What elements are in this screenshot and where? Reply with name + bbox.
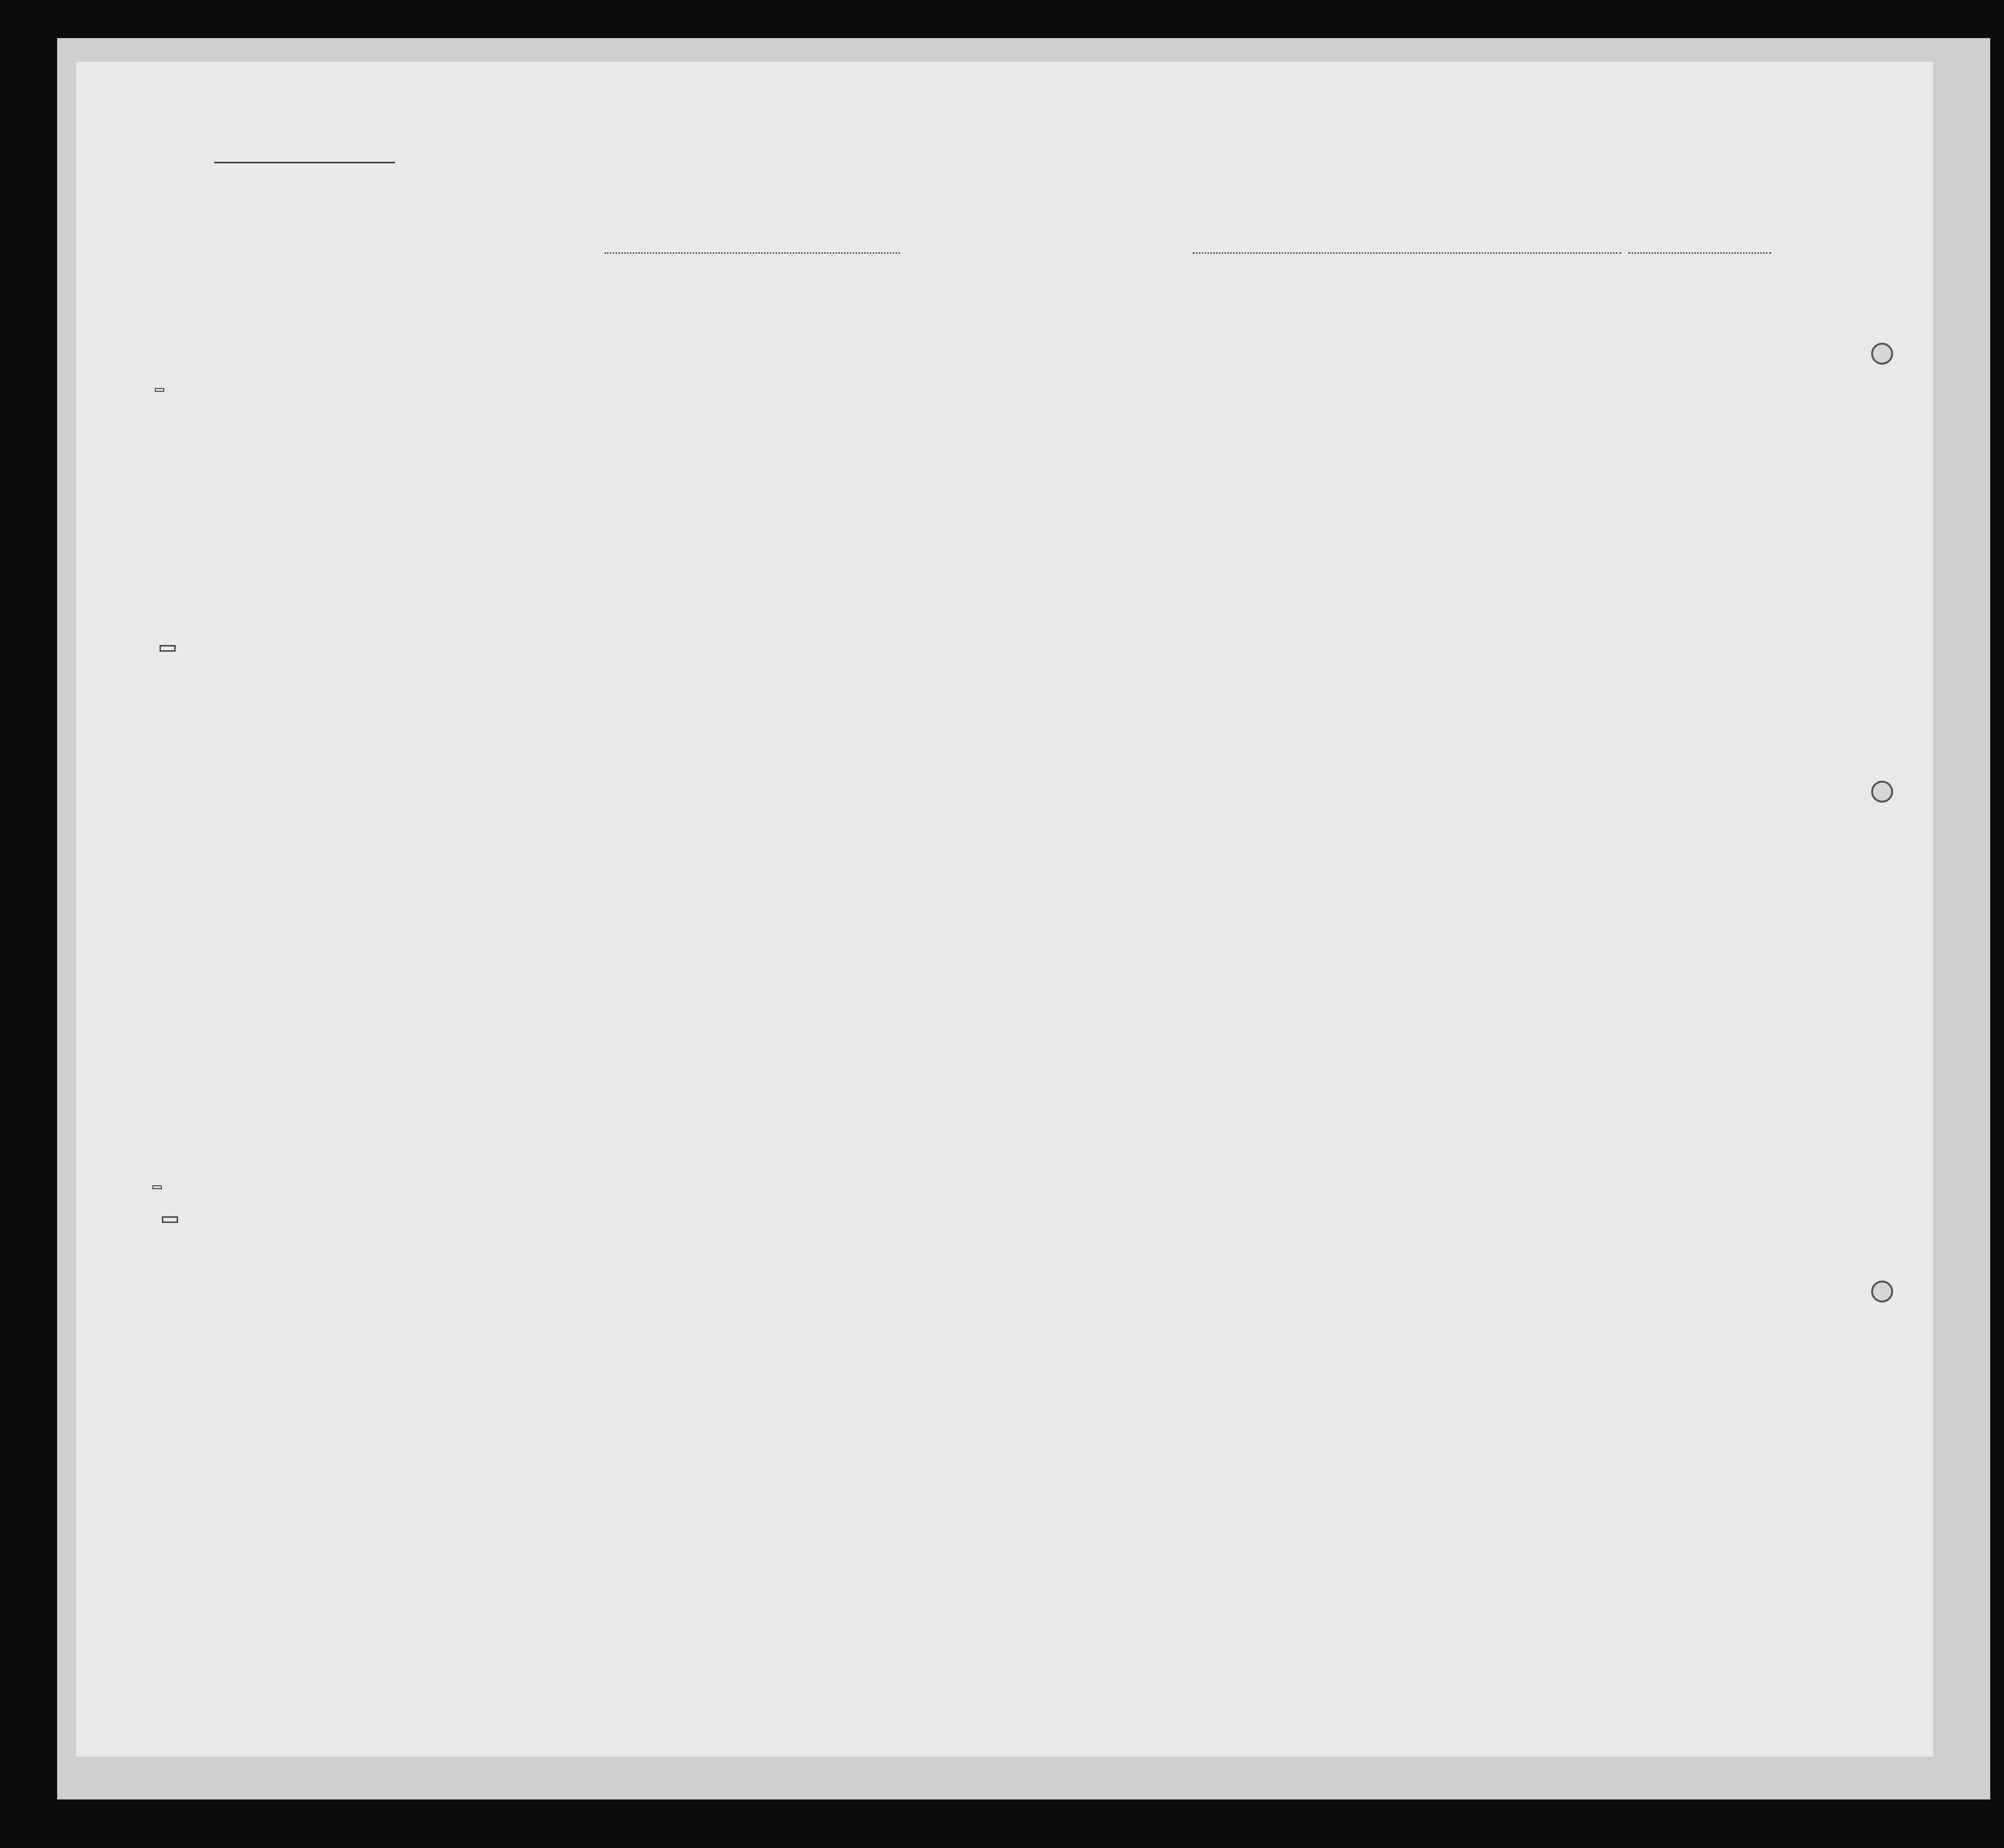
punch-hole	[1871, 1281, 1893, 1302]
port-underline	[1193, 252, 1621, 254]
ship-underline	[605, 252, 900, 254]
punch-hole	[1871, 343, 1893, 365]
date-underline	[1628, 252, 1771, 254]
punch-hole	[1871, 781, 1893, 803]
usc-stamp-1	[160, 645, 176, 652]
transit-stamp-1	[155, 388, 164, 392]
passenger-table	[100, 271, 1909, 1583]
list-underline	[214, 162, 395, 163]
usc-stamp-2	[162, 1216, 178, 1223]
manifest-header	[76, 62, 1933, 262]
manifest-sheet	[76, 62, 1933, 1757]
transit-stamp-2	[152, 1185, 162, 1189]
